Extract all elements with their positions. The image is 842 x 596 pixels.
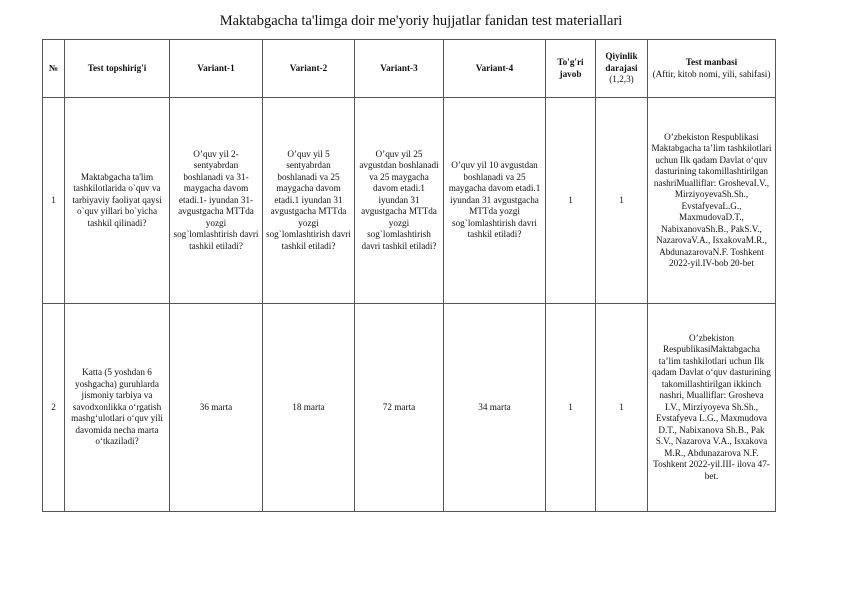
cell-variant-4: 34 marta — [444, 304, 546, 512]
cell-variant-2: 18 marta — [263, 304, 355, 512]
cell-difficulty: 1 — [596, 304, 648, 512]
cell-task: Katta (5 yoshdan 6 yoshgacha) guruhlarda jismoniy tarbiya va savodxonlikka o‘rgatish mashg‘ulotlari o‘quv yili davomida necha marta o‘tkaziladi? — [65, 304, 170, 512]
cell-variant-4: O’quv yil 10 avgustdan boshlanadi va 25 maygacha davom etadi.1 iyundan 31 avgustgacha MTTda yozgi sog`lomlashtirish davri tashkil etiladi? — [444, 98, 546, 304]
test-materials-table — [42, 39, 776, 512]
header-difficulty: Qiyinlik darajasi (1,2,3) — [596, 40, 648, 98]
header-num: № — [43, 40, 65, 98]
header-variant-1: Variant-1 — [170, 40, 263, 98]
source-description: (Aftir, kitob nomi, yili, sahifasi) — [652, 68, 771, 79]
cell-source: O’zbekiston Respublikasi Maktabgacha ta’lim tashkilotlari uchun Ilk qadam Davlat o‘quv dasturining takomillashtirilgan nashriMualliflar: GroshevaI.V., MirziyoyevaSh.Sh., EvstafyevaL.G., MaxmudovaD.T., NabixanovaSh.B., PakS.V., NazarovaV.A., IsxakovaM.R., AbdunazarovaN.F. Toshkent 2022-yil.IV-bob 20-bet — [648, 98, 776, 304]
header-source: Test manbasi (Aftir, kitob nomi, yili, sahifasi) — [648, 40, 776, 98]
difficulty-scale: (1,2,3) — [609, 74, 634, 85]
cell-num: 1 — [43, 98, 65, 304]
header-correct-answer: To'g'ri javob — [546, 40, 596, 98]
cell-variant-2: O’quv yil 5 sentyabrdan boshlanadi va 25 maygacha davom etadi.1 iyundan 31 avgustgacha MTTda yozgi sog`lomlashtirish davri tashkil etiladi? — [263, 98, 355, 304]
cell-variant-1: O’quv yil 2-sentyabrdan boshlanadi va 31-maygacha davom etadi.1- iyundan 31-avgustgacha MTTda yozgi sog`lomlashtirish davri tashkil etiladi? — [170, 98, 263, 304]
cell-task: Maktabgacha ta'lim tashkilotlarida o`quv va tarbiyaviy faoliyat qaysi o`quv yillari bo`yicha tashkil qilinadi? — [65, 98, 170, 304]
header-variant-3: Variant-3 — [355, 40, 444, 98]
header-variant-2: Variant-2 — [263, 40, 355, 98]
cell-correct-answer: 1 — [546, 304, 596, 512]
cell-variant-3: 72 marta — [355, 304, 444, 512]
cell-num: 2 — [43, 304, 65, 512]
table-header-row — [43, 40, 776, 98]
table-row — [43, 98, 776, 304]
cell-variant-1: 36 marta — [170, 304, 263, 512]
header-variant-4: Variant-4 — [444, 40, 546, 98]
cell-difficulty: 1 — [596, 98, 648, 304]
cell-source: O’zbekiston RespublikasiMaktabgacha ta’lim tashkilotlari uchun Ilk qadam Davlat o‘quv dasturining takomillashtirilgan ikkinch nashri, Mualliflar: Grosheva I.V., Mirziyoyeva Sh.Sh., Evstafyeva L.G., Maxmudova D.T., Nabixanova Sh.B., Pak S.V., Nazarova V.A., Isxakova M.R., Abdunazarova N.F. Toshkent 2022-yil.III- ilova 47-bet. — [648, 304, 776, 512]
cell-variant-3: O’quv yil 25 avgustdan boshlanadi va 25 maygacha davom etadi.1 iyundan 31 avgustgacha MTTda yozgi sog`lomlashtirish davri tashkil etiladi? — [355, 98, 444, 304]
header-task: Test topshirig'i — [65, 40, 170, 98]
table-row — [43, 304, 776, 512]
page-title: Maktabgacha ta'limga doir me'yoriy hujjatlar fanidan test materiallari — [219, 13, 623, 29]
cell-correct-answer: 1 — [546, 98, 596, 304]
